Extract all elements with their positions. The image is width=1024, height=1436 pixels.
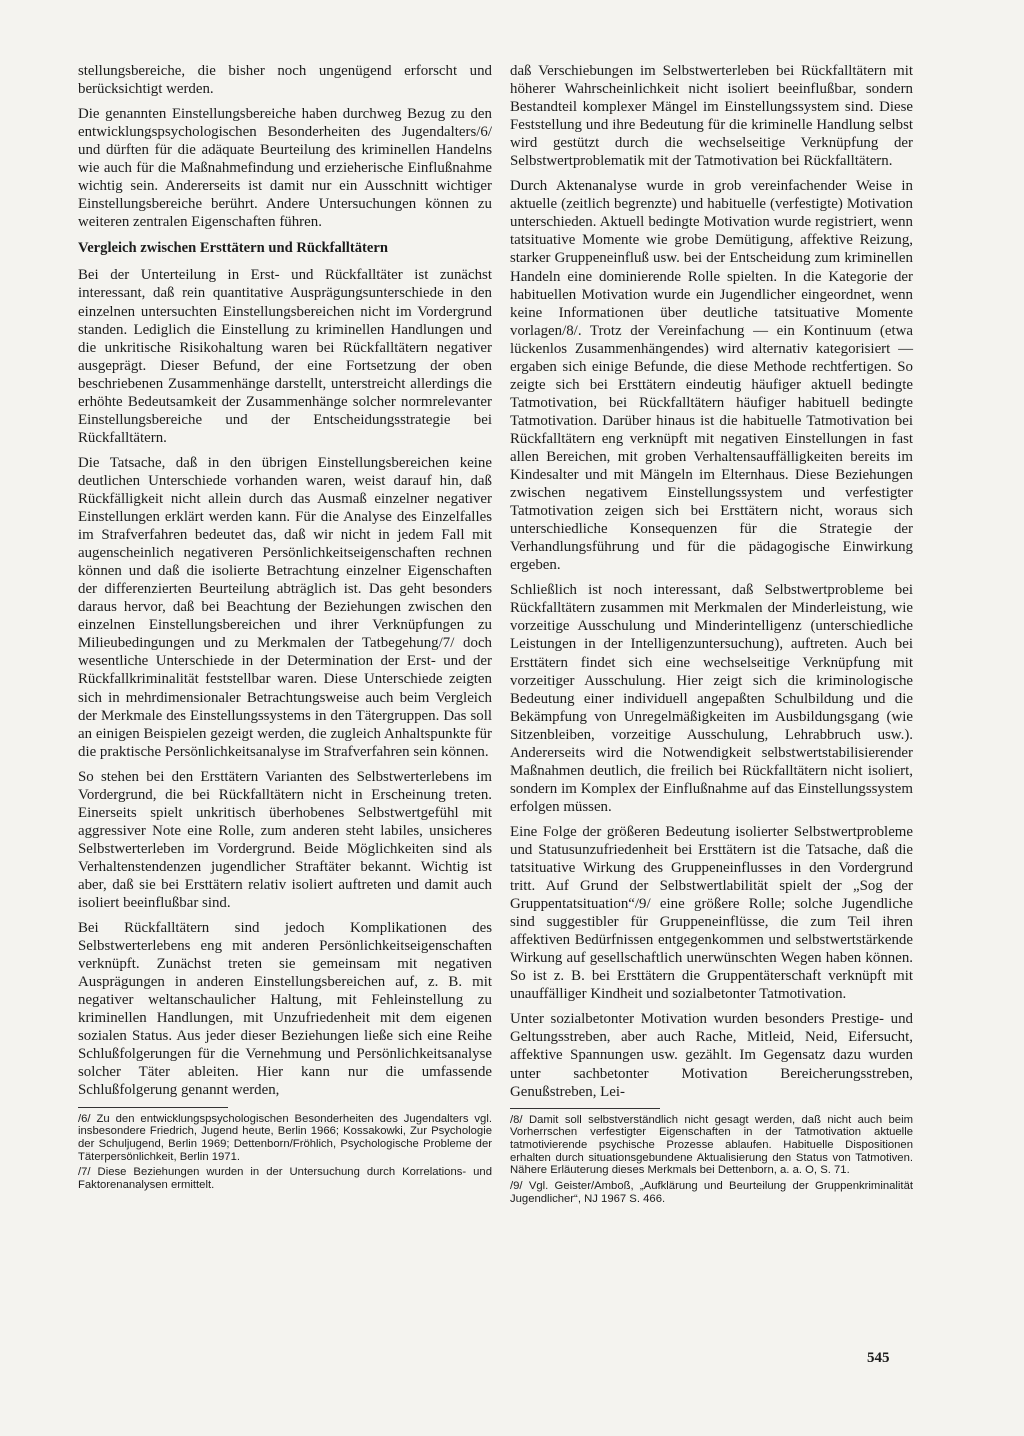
page-number: 545 xyxy=(867,1350,890,1366)
paragraph: So stehen bei den Ersttätern Varianten des Selbstwerterlebens im Vordergrund, die bei Rückfalltätern nicht in Erscheinung treten. Einerseits spielt unkritisch überhobenes Selbstwertgefühl mit aggressiver Note eine Rolle, zum anderen steht labiles, unsicheres Selbstwerterleben im Vordergrund. Beide Möglichkeiten sind als Verhaltenstendenzen jugendlicher Straftäter bekannt. Wichtig ist aber, daß sie bei Ersttätern relativ isoliert auftreten und damit auch isoliert beeinflußbar sind. xyxy=(78,768,492,912)
paragraph: Bei Rückfalltätern sind jedoch Komplikationen des Selbstwerterlebens eng mit anderen Persönlichkeitseigenschaften verknüpft. Zunächst treten sie gemeinsam mit negativen Ausprägungen in anderen Einstellungsbereichen auf, z. B. mit negativer weltanschaulicher Haltung, mit Fehleinstellung zu kriminellen Handlungen, mit Unzufriedenheit mit dem eigenen sozialen Status. Aus jeder dieser Beziehungen ließe sich eine Reihe Schlußfolgerungen für die Vernehmung und Persönlichkeitsanalyse solcher Täter ableiten. Hier kann nur die umfassende Schlußfolgerung genannt werden, xyxy=(78,920,492,1099)
right-column xyxy=(510,62,913,1209)
footnote: /9/ Vgl. Geister/Amboß, „Aufklärung und Beurteilung der Gruppenkriminalität Jugendlicher“, NJ 1967 S. 466. xyxy=(510,1180,913,1205)
paragraph: Die Tatsache, daß in den übrigen Einstellungsbereichen keine deutlichen Unterschiede vorhanden waren, weist darauf hin, daß Rückfälligkeit nicht allein durch das Ausmaß einzelner negativer Einstellungen erklärt werden kann. Für die Analyse des Einzelfalles im Strafverfahren bedeutet das, daß wir nicht in jedem Fall mit augenscheinlich negativeren Persönlichkeitseigenschaften rechnen können und daß die isolierte Betrachtung einzelner Eigenschaften der differenzierten Beurteilung abträglich ist. Das geht besonders daraus hervor, daß bei Beachtung der Beziehungen zwischen den einzelnen Einstellungsbereichen und ihrer Verknüpfungen zu Milieubedingungen und zu Merkmalen der Tatbegehung/7/ doch wesentliche Unterschiede in der Determination der Erst- und der Rückfallkriminalität feststellbar waren. Diese Unterschiede zeigten sich in mehrdimensionaler Betrachtungsweise auch beim Vergleich der Merkmale des Einstellungssystems in den Tätergruppen. Das soll an einigen Beispielen gezeigt werden, die zugleich Anhaltspunkte für die praktische Persönlichkeitsanalyse im Strafverfahren sein können. xyxy=(78,454,492,760)
footnote: /6/ Zu den entwicklungspsychologischen Besonderheiten des Jugendalters vgl. insbesondere Friedrich, Jugend heute, Berlin 1966; Kossakowki, Zur Psychologie der Schuljugend, Berlin 1969; Dettenborn/Fröhlich, Psychologische Probleme der Täterpersönlichkeit, Berlin 1971. xyxy=(78,1112,492,1163)
footnote-divider xyxy=(510,1108,660,1109)
footnote: /8/ Damit soll selbstverständlich nicht gesagt werden, daß nicht auch beim Vorherrschen verfestigter Eigenschaften in der Tatmotivation aktuelle tatmotivierende psychische Prozesse ablaufen. Habituelle Dispositionen erhalten durch situationsgebundene Aktualisierung den Status von Tatmotiven. Nähere Erläuterung dieses Merkmals bei Dettenborn, a. a. O, S. 71. xyxy=(510,1113,913,1177)
paragraph: daß Verschiebungen im Selbstwerterleben bei Rückfalltätern mit höherer Wahrscheinlichkeit nicht isoliert beeinflußbar, sondern Bestandteil komplexer Mängel im Einstellungssystem sind. Diese Feststellung und ihre Bedeutung für die kriminelle Handlung selbst wird gestützt durch die wechselseitige Verknüpfung der Selbstwertproblematik mit der Tatmotivation bei Rückfalltätern. xyxy=(510,63,913,170)
footnote-divider xyxy=(78,1107,228,1108)
paragraph: Bei der Unterteilung in Erst- und Rückfalltäter ist zunächst interessant, daß rein quantitative Ausprägungsunterschiede in den einzelnen untersuchten Einstellungsbereichen nicht im Vordergrund standen. Lediglich die Einstellung zu kriminellen Handlungen und die unkritische Risikohaltung waren bei Rückfalltätern negativer ausgeprägt. Dieser Befund, der eine Fortsetzung der oben beschriebenen Zusammenhänge darstellt, unterstreicht allerdings die erhöhte Bedeutsamkeit der Zusammenhänge solcher normrelevanter Einstellungsbereiche und der Entscheidungsstrategie bei Rückfalltätern. xyxy=(78,267,492,446)
paragraph: Eine Folge der größeren Bedeutung isolierter Selbstwertprobleme und Statusunzufriedenheit bei Ersttätern ist die Tatsache, daß die tatsituative Wirkung des Gruppeneinflusses in den Vordergrund tritt. Auf Grund der Selbstwertlabilität spielt der „Sog der Gruppentatsituation“/9/ eine größere Rolle; solche Jugendliche sind suggestibler für Gruppeneinflüsse, die zum Teil ihren affektiven Bedürfnissen entgegenkommen und selbstwertstärkende Wirkung auf gesellschaftlich unerwünschten Wegen haben können. So ist z. B. bei Ersttätern die Gruppentäterschaft verknüpft mit unauffälliger Kindheit und sozialbetonter Tatmotivation. xyxy=(510,823,913,1003)
paragraph: Schließlich ist noch interessant, daß Selbstwertprobleme bei Rückfalltätern zusammen mit Merkmalen der Minderleistung, wie vorzeitige Ausschulung und Minderintelligenz (unterschiedliche Leistungen in der Intelligenzuntersuchung), auftreten. Auch bei Ersttätern findet sich eine wechselseitige Verknüpfung mit vorzeitiger Ausschulung. Hier zeigt sich die kriminologische Bedeutung einer individuell angepaßten Schulbildung und die Bekämpfung von Unregelmäßigkeiten im Ausbildungsgang (wie Sitzenbleiben, vorzeitige Ausschulung, Lehrabbruch usw.). Andererseits wird die Notwendigkeit selbstwertstabilisierender Maßnahmen deutlich, die freilich bei Rückfalltätern nicht isoliert, sondern im Komplex der Einflußnahme auf das Einstellungssystem erfolgen müssen. xyxy=(510,582,913,815)
footnote: /7/ Diese Beziehungen wurden in der Untersuchung durch Korrelations- und Faktorenanalysen ermittelt. xyxy=(78,1166,492,1192)
paragraph: Durch Aktenanalyse wurde in grob vereinfachender Weise in aktuelle (zeitlich begrenzte) und habituelle (verfestigte) Motivation unterschieden. Aktuell bedingte Motivation wurde registriert, wenn tatsituative Momente wie grobe Demütigung, affektive Reizung, starker Gruppeneinfluß usw. bei der Entscheidung zum kriminellen Handeln eine dominierende Rolle spielten. In die Kategorie der habituellen Motivation wurde ein Jugendlicher eingeordnet, wenn keine Informationen über deutliche tatsituative Momente vorlagen/8/. Trotz der Vereinfachung — ein Kontinuum (etwa lückenlos Zusammenhängendes) wird alternativ kategorisiert — ergaben sich einige Befunde, die diese Methode rechtfertigen. So zeigte sich bei Ersttätern eindeutig häufiger aktuell bedingte Tatmotivation, bei Rückfalltätern häufiger habituell bedingte Tatmotivation. Darüber hinaus ist die habituelle Tatmotivation bei Rückfalltätern eng verknüpft mit negativen Einstellungen in fast allen Bereichen, mit groben Verhaltensauffälligkeiten bereits im Kindesalter und mit Mängeln im Elternhaus. Diese Beziehungen zwischen negativem Einstellungssystem und verfestigter Tatmotivation zeigen sich bei Ersttätern nicht, woraus sich unterschiedliche Konsequenzen für die Strategie der Verhandlungsführung und für die pädagogische Einwirkung ergeben. xyxy=(510,178,913,574)
paragraph: Die genannten Einstellungsbereiche haben durchweg Bezug zu den entwicklungspsychologischen Besonderheiten des Jugendalters/6/ und dürften für die adäquate Beurteilung des kriminellen Handelns wie auch für die Maßnahmefindung und erzieherische Einflußnahme wichtig sein. Andererseits ist damit nur ein Ausschnitt wichtiger Einstellungsbereiche berührt. Andere Untersuchungen können zu weiteren zentralen Eigenschaften führen. xyxy=(78,106,492,231)
paragraph: stellungsbereiche, die bisher noch ungenügend erforscht und berücksichtigt werden. xyxy=(78,63,492,98)
section-heading: Vergleich zwischen Ersttätern und Rückfalltätern xyxy=(78,240,388,257)
paragraph: Unter sozialbetonter Motivation wurden besonders Prestige- und Geltungsstreben, aber auch Rache, Mitleid, Neid, Eifersucht, affektive Spannungen usw. gezählt. Im Gegensatz dazu wurden unter sachbetonter Motivation Bereicherungsstreben, Genußstreben, Lei- xyxy=(510,1011,913,1100)
left-column xyxy=(78,62,492,1195)
